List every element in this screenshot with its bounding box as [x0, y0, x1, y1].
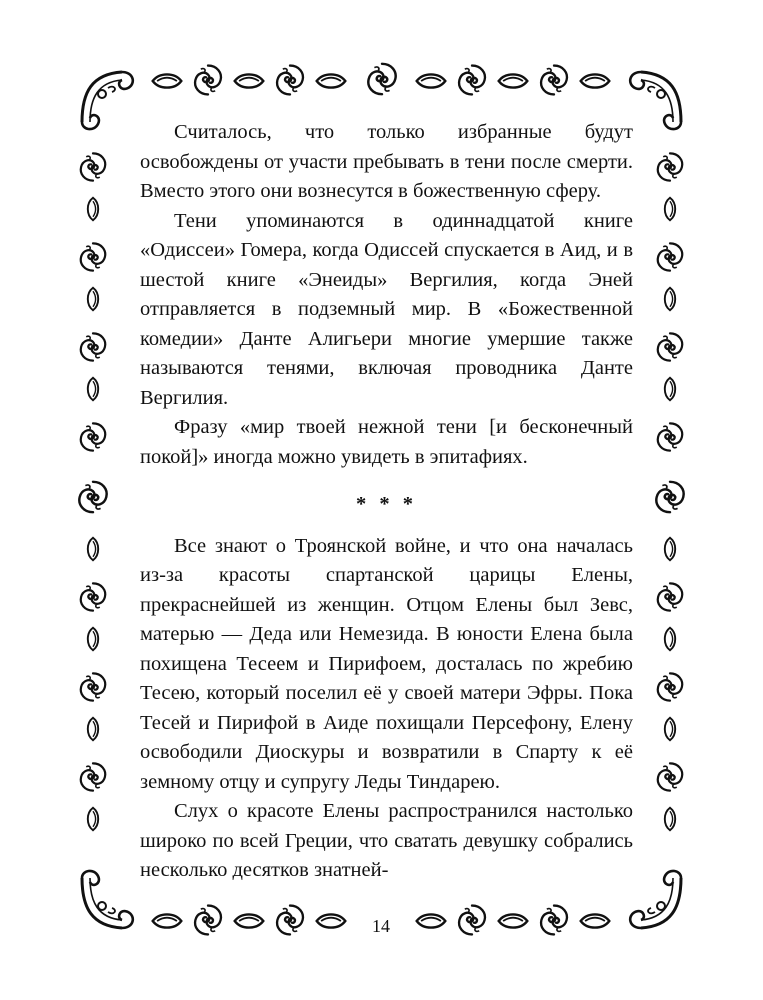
- page-number: 14: [372, 916, 390, 936]
- paragraph: Слух о красоте Елены распространился настолько широко по всей Греции, что сватать девушку собрались несколько десятков знатней-: [140, 800, 633, 881]
- section-separator: * * *: [356, 493, 417, 515]
- page-text: [140, 118, 633, 886]
- paragraph: Все знают о Троянской войне, и что она началась из-за красоты спартанской царицы Елены, прекраснейшей из женщин. Отцом Елены был Зевс, матерью — Деда или Немезида. В юности Елена была похищена Тесеем и Пирифоем, досталась по жребию Тесею, который поселил её у своей матери Эфры. Пока Тесей и Пирифой в Аиде похищали Персефону, Елену освободили Диоскуры и возвратили в Спарту к её земному отцу и супругу Леды Тиндарею.: [140, 534, 633, 793]
- paragraph: Считалось, что только избранные будут освобождены от участи пребывать в тени после смерти. Вместо этого они вознесутся в божественную сферу.: [140, 121, 633, 202]
- paragraph: Тени упоминаются в одиннадцатой книге «Одиссеи» Гомера, когда Одиссей спускается в Аид, и в шестой книге «Энеиды» Вергилия, когда Эней отправляется в подземный мир. В «Божественной комедии» Данте Алигьери многие умершие также называются тенями, включая проводника Данте Вергилия.: [140, 209, 633, 409]
- paragraph: Фразу «мир твоей нежной тени [и бесконечный покой]» иногда можно увидеть в эпитафиях.: [140, 416, 633, 468]
